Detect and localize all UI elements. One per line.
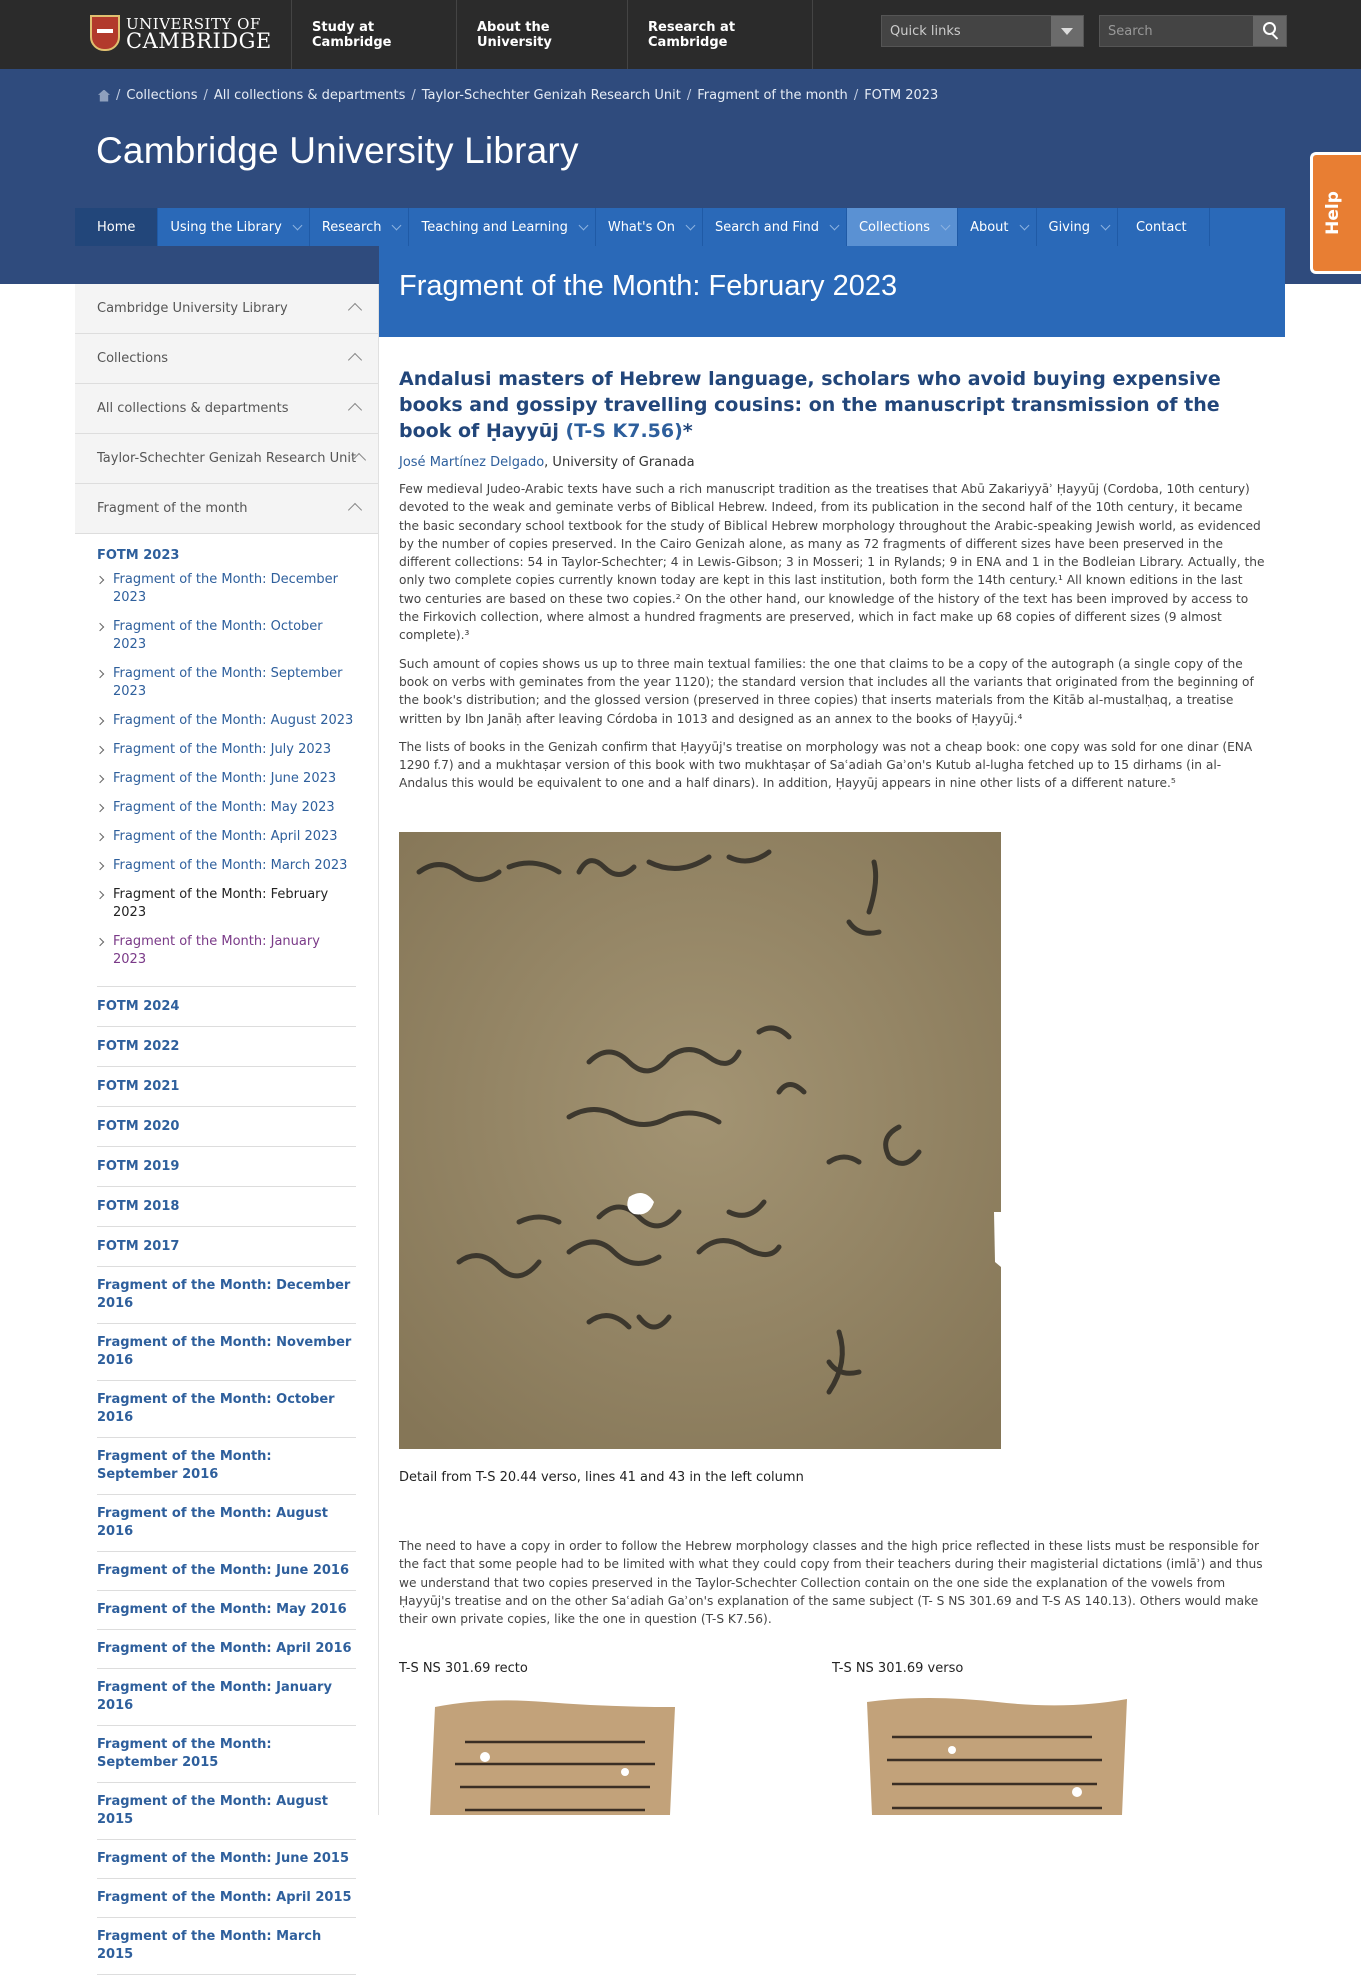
nav-giving[interactable]: Giving	[1037, 208, 1118, 246]
sidebar-year-link[interactable]: FOTM 2017	[97, 1227, 356, 1267]
manuscript-image	[399, 832, 1001, 1449]
sidebar-item-collections[interactable]: Collections	[75, 334, 378, 384]
chevron-down-icon	[941, 221, 951, 231]
sidebar-child-current[interactable]: Fragment of the Month: February 2023	[97, 886, 356, 922]
breadcrumb-item[interactable]: All collections & departments	[213, 88, 406, 103]
breadcrumb-item[interactable]: FOTM 2023	[864, 88, 939, 103]
nav-about[interactable]: About	[958, 208, 1036, 246]
global-header	[0, 0, 1361, 69]
breadcrumb-item[interactable]: Fragment of the month	[697, 88, 848, 103]
search-box[interactable]	[1099, 15, 1287, 47]
sidebar-child-link[interactable]: Fragment of the Month: May 2023	[97, 799, 356, 817]
chevron-down-icon	[1019, 221, 1029, 231]
sidebar-fotm-link[interactable]: Fragment of the Month: September 2015	[97, 1726, 356, 1783]
sidebar-item-all-collections[interactable]: All collections & departments	[75, 384, 378, 434]
chevron-down-icon	[292, 221, 302, 231]
university-logo[interactable]	[90, 13, 272, 53]
paragraph: Few medieval Judeo-Arabic texts have such a rich manuscript tradition as the treatises that Abū Zakariyyāʾ Ḥayyūj (Cordoba, 10th century) devoted to the weak and geminate verbs of Biblical Hebrew. Indeed, from its publication in the second half of the 10th century, it became the basic secondary school textbook for the study of Biblical Hebrew morphology throughout the Arabic-speaking Jewish world, as evidenced by the number of copies preserved. In the Cairo Genizah alone, as many as 72 fragments of different sizes have been preserved in the different collections: 54 in Taylor-Schechter; 4 in Lewis-Gibson; 3 in Mosseri; 1 in Rylands; 9 in ENA and 1 in the Bodleian Library. Actually, the only two complete copies currently known today are kept in this last institution, both form the 14th century.¹ All known editions in the last two centuries are based on these two copies.² On the other hand, our knowledge of the history of the text has been improved by access to the Firkovich collection, where almost a hundred fragments are preserved, which in fact make up 68 copies of different sizes (9 almost complete).³	[399, 482, 1265, 643]
shelfmark-link[interactable]: (T-S K7.56)	[565, 420, 683, 442]
nav-contact[interactable]: Contact	[1118, 208, 1210, 246]
sidebar-child-link[interactable]: Fragment of the Month: January 2023	[97, 933, 356, 969]
sidebar-year-link[interactable]: FOTM 2024	[97, 987, 356, 1027]
sidebar-year-link[interactable]: FOTM 2021	[97, 1067, 356, 1107]
nav-whats-on[interactable]: What's On	[596, 208, 703, 246]
nav-search-and-find[interactable]: Search and Find	[703, 208, 847, 246]
paragraph: The lists of books in the Genizah confirm that Ḥayyūj's treatise on morphology was not a cheap book: one copy was sold for one dinar (ENA 1290 f.7) and a mukhtaṣar version of this book with two mukhtaṣar of Saʿadiah Gaʾon's Kutub al-lugha fetched up to 15 dirhams (in al-Andalus this would be equivalent to one and a half dinars). In addition, Ḥayyūj appears in nine other lists of a different nature.⁵	[399, 739, 1253, 791]
search-input[interactable]	[1100, 16, 1255, 46]
breadcrumb-item[interactable]: Taylor-Schechter Genizah Research Unit	[421, 88, 681, 103]
article-title: Andalusi masters of Hebrew language, scholars who avoid buying expensive books and gossipy travelling cousins: on the manuscript transmission of the book of Ḥayyūj (T-S K7.56)*	[399, 368, 1221, 442]
nav-home[interactable]: Home	[75, 208, 158, 246]
sidebar-fotm-link[interactable]: Fragment of the Month: March 2015	[97, 1918, 356, 1975]
chevron-up-icon	[348, 403, 362, 417]
sidebar-children	[97, 571, 356, 987]
topnav-study[interactable]: Study at Cambridge	[291, 0, 456, 69]
logo-line1: UNIVERSITY OF	[126, 15, 261, 33]
page-title: Fragment of the Month: February 2023	[399, 270, 898, 302]
sidebar-child-link[interactable]: Fragment of the Month: July 2023	[97, 741, 356, 759]
sidebar-child-link[interactable]: Fragment of the Month: March 2023	[97, 857, 356, 875]
chevron-down-icon	[578, 221, 588, 231]
quick-links-label: Quick links	[890, 24, 961, 39]
crest-icon	[90, 15, 120, 51]
chevron-up-icon	[348, 503, 362, 517]
sidebar-child-link[interactable]: Fragment of the Month: April 2023	[97, 828, 356, 846]
chevron-up-icon	[348, 303, 362, 317]
sidebar-fotm-link[interactable]: Fragment of the Month: April 2015	[97, 1879, 356, 1918]
sidebar-item-cul[interactable]: Cambridge University Library	[75, 284, 378, 334]
breadcrumb-item[interactable]: Collections	[126, 88, 198, 103]
paragraph: Such amount of copies shows us up to three main textual families: the one that claims to be a copy of the autograph (a single copy of the book on verbs with geminates from the year 1120); the standard version that includes all the variants that originated from the beginning of the book's distribution; and the glossed version (preserved in three copies) that inserts materials from the Kitāb al-mustalḥaq, a treatise written by Ibn Janāḥ after leaving Córdoba in 1013 and designed as an annex to the books of Ḥayyūj.⁴	[399, 656, 1254, 726]
breadcrumb: / Collections / All collections & departments / Taylor-Schechter Genizah Research Unit / Fragment of the month / FOTM 2023	[98, 88, 938, 103]
author-line: José Martínez Delgado, University of Granada	[399, 455, 695, 470]
site-title[interactable]: Cambridge University Library	[96, 130, 579, 171]
sidebar-fotm-link[interactable]: Fragment of the Month: August 2016	[97, 1495, 356, 1552]
nav-research[interactable]: Research	[310, 208, 410, 246]
sidebar-child-link[interactable]: Fragment of the Month: August 2023	[97, 712, 356, 730]
chevron-down-icon	[1101, 221, 1111, 231]
nav-teaching[interactable]: Teaching and Learning	[409, 208, 595, 246]
figure-label-recto: T-S NS 301.69 recto	[399, 1661, 528, 1676]
help-tab[interactable]: Help	[1310, 152, 1361, 274]
figure-caption: Detail from T-S 20.44 verso, lines 41 and 43 in the left column	[399, 1470, 804, 1485]
article-content	[399, 366, 1265, 793]
home-icon[interactable]	[98, 90, 110, 102]
topnav-about[interactable]: About the University	[456, 0, 627, 69]
sidebar-fotm-link[interactable]: Fragment of the Month: November 2016	[97, 1324, 356, 1381]
sidebar-subnav	[75, 534, 378, 1975]
topnav-research[interactable]: Research at Cambridge	[627, 0, 813, 69]
sidebar-year-link[interactable]: FOTM 2022	[97, 1027, 356, 1067]
quick-links-dropdown[interactable]	[881, 15, 1084, 47]
sidebar-fotm-link[interactable]: Fragment of the Month: June 2016	[97, 1552, 356, 1591]
sidebar-fotm-link[interactable]: Fragment of the Month: June 2015	[97, 1840, 356, 1879]
section-sidebar	[75, 284, 379, 1962]
sidebar-fotm-link[interactable]: Fragment of the Month: August 2015	[97, 1783, 356, 1840]
manuscript-verso-image	[862, 1692, 1132, 1815]
paragraph: The need to have a copy in order to follow the Hebrew morphology classes and the high price reflected in these lists must be responsible for the fact that some people had to be limited with what they could copy from their teachers during their magisterial dictations (imlāʾ) and thus we understand that two copies preserved in the Taylor-Schechter Collection contain on the one side the explanation of the vowels from Ḥayyūj's treatise and on the other Saʿadiah Gaʾon's explanation of the same subject (T- S NS 301.69 and T-S AS 140.13). Others would make their own private copies, like the one in question (T-S K7.56).	[399, 1539, 1263, 1627]
page-title-band	[379, 246, 1285, 337]
sidebar-child-link[interactable]: Fragment of the Month: September 2023	[97, 665, 356, 701]
sidebar-year-current[interactable]: FOTM 2023	[97, 548, 180, 563]
figure-label-verso: T-S NS 301.69 verso	[832, 1661, 964, 1676]
sidebar-fotm-link[interactable]: Fragment of the Month: May 2016	[97, 1591, 356, 1630]
sidebar-child-link[interactable]: Fragment of the Month: June 2023	[97, 770, 356, 788]
chevron-down-icon[interactable]	[1051, 16, 1083, 46]
search-icon[interactable]	[1253, 16, 1286, 46]
sidebar-fotm-link[interactable]: Fragment of the Month: December 2016	[97, 1267, 356, 1324]
sidebar-item-fragment-of-month[interactable]: Fragment of the month	[75, 484, 378, 534]
chevron-down-icon	[830, 221, 840, 231]
sidebar-year-link[interactable]: FOTM 2019	[97, 1147, 356, 1187]
sidebar-fotm-link[interactable]: Fragment of the Month: April 2016	[97, 1630, 356, 1669]
main-nav	[75, 208, 1285, 246]
sidebar-child-link[interactable]: Fragment of the Month: October 2023	[97, 618, 356, 654]
author-link[interactable]: José Martínez Delgado	[399, 455, 545, 470]
sidebar-fotm-link[interactable]: Fragment of the Month: October 2016	[97, 1381, 356, 1438]
sidebar-fotm-link[interactable]: Fragment of the Month: January 2016	[97, 1669, 356, 1726]
chevron-down-icon	[686, 221, 696, 231]
nav-collections[interactable]: Collections	[847, 208, 958, 246]
sidebar-year-link[interactable]: FOTM 2018	[97, 1187, 356, 1227]
sidebar-year-link[interactable]: FOTM 2020	[97, 1107, 356, 1147]
chevron-down-icon	[392, 221, 402, 231]
chevron-up-icon	[348, 353, 362, 367]
nav-using-the-library[interactable]: Using the Library	[158, 208, 309, 246]
sidebar-child-link[interactable]: Fragment of the Month: December 2023	[97, 571, 356, 607]
logo-line2: CAMBRIDGE	[126, 29, 272, 53]
sidebar-fotm-link[interactable]: Fragment of the Month: September 2016	[97, 1438, 356, 1495]
manuscript-recto-image	[425, 1692, 685, 1815]
sidebar-item-genizah[interactable]: Taylor-Schechter Genizah Research Unit	[75, 434, 378, 484]
